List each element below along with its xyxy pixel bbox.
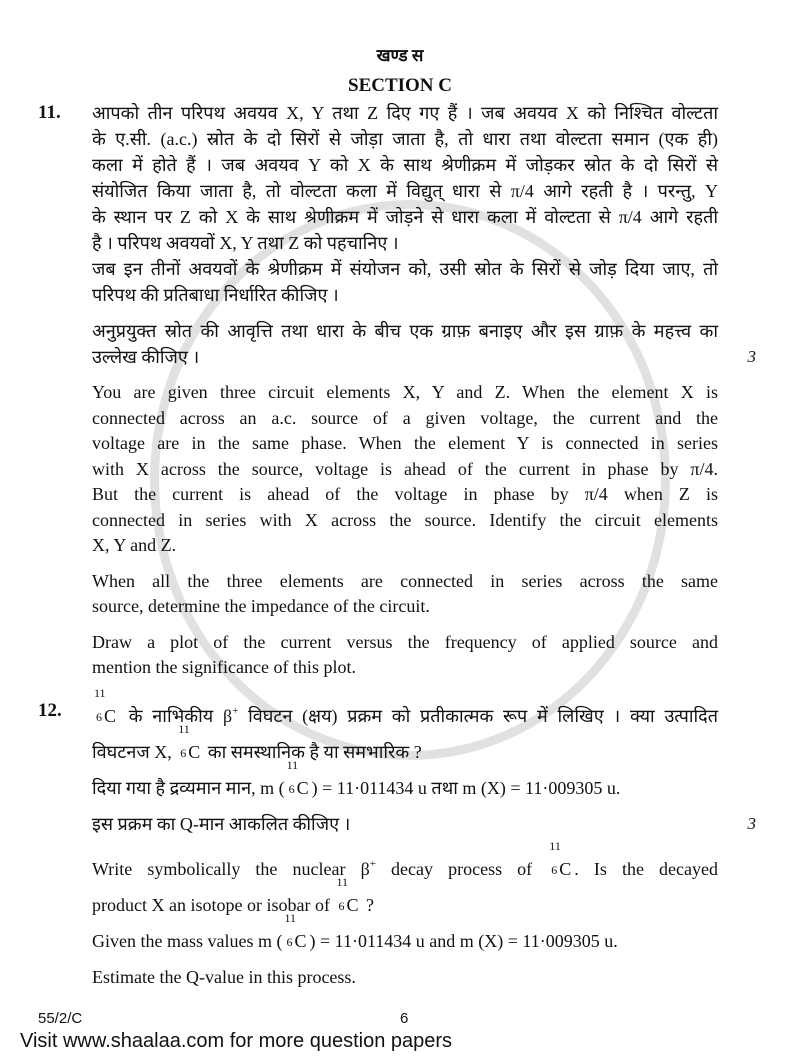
text-line: उल्लेख कीजिए । <box>92 347 200 367</box>
question-number: 11. <box>38 102 61 123</box>
q11-english-p1 <box>92 380 718 559</box>
q12-english-line3: Given the mass values m ( 11 6 C ) = 11·011434 u and m (X) = 11·009305 u. <box>92 923 718 959</box>
text-line: संयोजित किया जाता है, तो वोल्टता कला में विद्युत् धारा से π/4 आगे रहती है । परन्तु, Y <box>92 181 718 201</box>
text-line: Draw a plot of the current versus the frequency of applied source and <box>92 631 718 652</box>
q11-hindi-p3 <box>92 318 756 370</box>
q12-hindi-line2: विघटनज X, 11 6 C का समस्थानिक है या समभारिक ? <box>92 734 718 770</box>
text-line: connected across an a.c. source of a given voltage, the current and the <box>92 407 718 428</box>
text-line: source, determine the impedance of the circuit. <box>92 596 430 616</box>
text-line: X, Y and Z. <box>92 535 177 555</box>
q12-hindi-line3: दिया गया है द्रव्यमान मान, m ( 11 6 C ) = 11·011434 u तथा m (X) = 11·009305 u. <box>92 770 718 806</box>
text-line: You are given three circuit elements X, Y and Z. When the element X is <box>92 382 718 402</box>
q11-english-p3 <box>92 630 718 681</box>
text-line: है । परिपथ अवयवों X, Y तथा Z को पहचानिए । <box>92 233 399 253</box>
section-title: SECTION C <box>348 75 452 96</box>
text-line: voltage are in the same phase. When the element Y is connected in series <box>92 433 718 453</box>
q11-english-p2 <box>92 569 718 620</box>
text-line: with X across the source, voltage is ahead of the current in phase by π/4. <box>92 458 718 479</box>
question-11 <box>38 100 800 681</box>
question-12 <box>38 685 800 995</box>
footer <box>0 1009 800 1029</box>
text-line: But the current is ahead of the voltage in phase by π/4 when Z is <box>92 484 718 504</box>
q12-hindi-line4: इस प्रक्रम का Q-मान आकलित कीजिए । 3 <box>92 806 718 842</box>
page-number: 6 <box>400 1009 409 1027</box>
visit-link[interactable]: Visit www.shaalaa.com for more question papers <box>20 1029 453 1052</box>
section-title-hindi: खण्ड स <box>376 46 424 65</box>
text-line: जब इन तीनों अवयवों के श्रेणीक्रम में संयोजन को, उसी स्रोत के सिरों से जोड़ दिया जाए, तो <box>92 259 718 279</box>
q12-hindi-line1: 11 6 C के नाभिकीय β+ विघटन (क्षय) प्रक्रम को प्रतीकात्मक रूप में लिखिए । क्या उत्पादित <box>92 693 718 734</box>
nuclide-c11: 11 6 C <box>336 874 359 915</box>
q11-hindi-p1 <box>92 100 718 256</box>
paper-code: 55/2/C <box>38 1009 83 1027</box>
text-line: कला में होते हैं । जब अवयव Y को X के साथ श्रेणीक्रम में जोड़कर स्रोत के दो सिरों से <box>92 155 718 175</box>
text-line: आपको तीन परिपथ अवयव X, Y तथा Z दिए गए हैं । जब अवयव X को निश्चित वोल्टता <box>92 103 718 123</box>
marks: 3 <box>747 813 756 833</box>
nuclide-c11: 11 6 C <box>549 838 572 879</box>
nuclide-c11: 11 6 C <box>178 721 201 762</box>
question-number: 12. <box>38 699 62 721</box>
q12-english-line4: Estimate the Q-value in this process. <box>92 966 356 987</box>
nuclide-c11: 11 6 C <box>286 757 309 798</box>
text-line: अनुप्रयुक्त स्रोत की आवृत्ति तथा धारा के बीच एक ग्राफ़ बनाइए और इस ग्राफ़ के महत्त्व का <box>92 321 718 341</box>
marks: 3 <box>747 347 756 366</box>
nuclide-c11: 11 6 C <box>94 685 117 726</box>
q12-english-line2: product X an isotope or isobar of 11 6 C ? <box>92 887 718 923</box>
text-line: mention the significance of this plot. <box>92 657 356 677</box>
text-line: connected in series with X across the source. Identify the circuit elements <box>92 509 718 530</box>
text-line: के स्थान पर Z को X के साथ श्रेणीक्रम में जोड़ने से धारा कला में वोल्टता से π/4 आगे रहती <box>92 207 718 227</box>
text-line: के ए.सी. (a.c.) स्रोत के दो सिरों से जोड़ा जाता है, तो धारा तथा वोल्टता समान (एक ही) <box>92 129 718 149</box>
q11-hindi-p2 <box>92 256 718 308</box>
text-line: When all the three elements are connected in series across the same <box>92 570 718 591</box>
q12-english-line1: Write symbolically the nuclear β+ decay process of 11 6 C . Is the decayed <box>92 846 718 887</box>
nuclide-c11: 11 6 C <box>284 910 307 951</box>
text-line: परिपथ की प्रतिबाधा निर्धारित कीजिए । <box>92 285 339 305</box>
